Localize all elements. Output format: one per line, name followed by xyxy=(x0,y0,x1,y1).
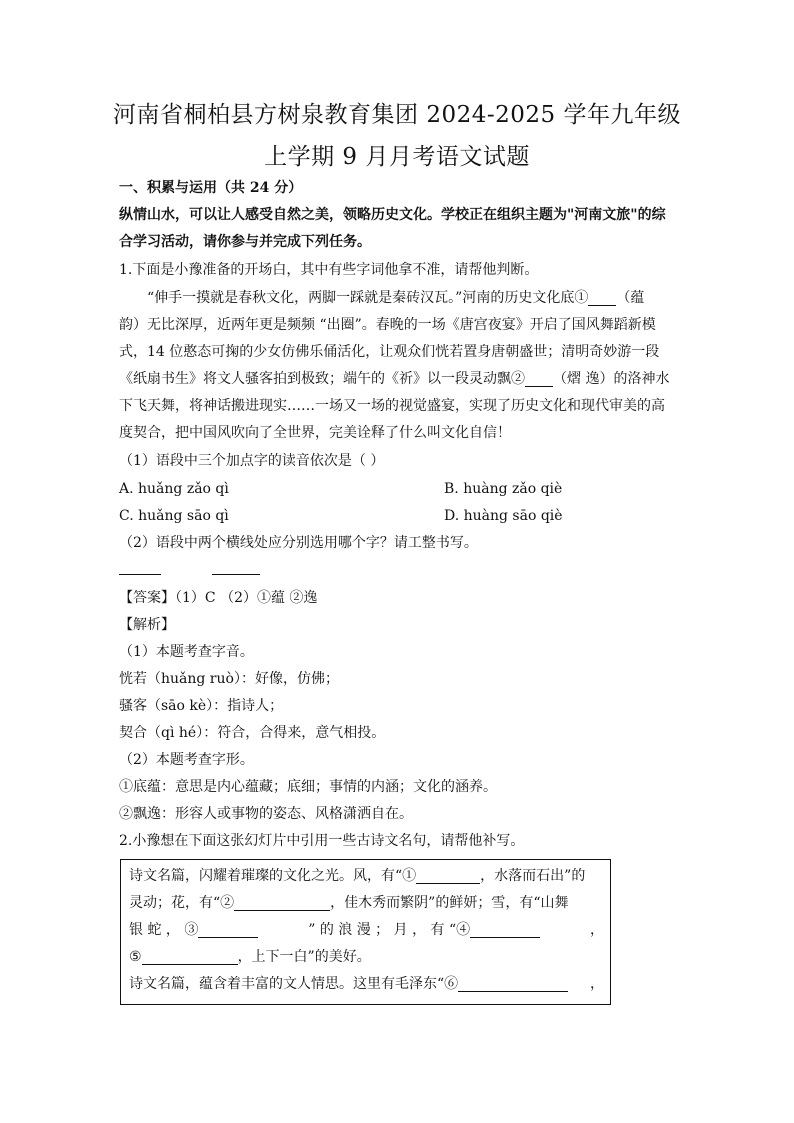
analysis-line: ②飘逸：形容人或事物的姿态、风格潇洒自在。 xyxy=(119,806,413,822)
slide-segment xyxy=(129,922,258,938)
option-c: C. huǎng sāo qì xyxy=(119,508,229,524)
slide-text: ， xyxy=(590,976,604,992)
section-heading: 一、积累与运用（共 24 分） xyxy=(119,180,303,196)
analysis-line: 骚客（sāo kè）：指诗人； xyxy=(119,698,284,714)
slide-text: ⑤ xyxy=(129,949,142,965)
slide-text: ” 的 浪 漫 ； 月 ， 有 “④ xyxy=(308,922,471,938)
option-b: B. huàng zǎo qiè xyxy=(444,481,563,497)
exam-title-line2: 上学期 9 月月考语文试题 xyxy=(264,144,530,170)
option-d: D. huàng sāo qiè xyxy=(444,508,563,524)
passage-line-4 xyxy=(119,371,679,387)
subquestion-1: （1）语段中三个加点字的读音依次是（ ） xyxy=(119,453,385,469)
analysis-line: （1）本题考查字音。 xyxy=(119,644,254,660)
slide-text: ，上下一白”的美好。 xyxy=(237,949,371,965)
slide-segment xyxy=(308,922,540,938)
exam-title-line1: 河南省桐柏县方树泉教育集团 2024-2025 学年九年级 xyxy=(113,102,681,128)
slide-text: 灵动；花，有“② xyxy=(129,895,235,911)
slide-text: 诗文名篇，闪耀着璀璨的文化之光。风，有“① xyxy=(129,868,417,884)
slide-line-2 xyxy=(129,895,604,911)
slide-text: ， xyxy=(590,922,604,938)
slide-line-5 xyxy=(129,976,604,992)
slide-text: ，佳木秀而繁阴”的鲜妍；雪，有“山舞 xyxy=(330,895,569,911)
slide-line-1 xyxy=(129,868,604,884)
analysis-line: （2）本题考查字形。 xyxy=(119,752,254,768)
analysis-label: 【解析】 xyxy=(119,617,175,633)
answer-line-1 xyxy=(119,574,161,575)
passage-text: “伸手一摸就是春秋文化，两脚一踩就是秦砖汉瓦。”河南的历史文化底① xyxy=(147,290,589,306)
slide-text: 银 蛇 ， ③ xyxy=(129,922,199,938)
blank-verse-2 xyxy=(234,896,330,911)
blank-verse-4 xyxy=(470,923,540,938)
analysis-line: 恍若（huǎng ruò）：好像，仿佛； xyxy=(119,671,339,687)
section-intro-line1: 纵情山水，可以让人感受自然之美，领略历史文化。学校正在组织主题为"河南文旅"的综 xyxy=(119,207,666,223)
option-a: A. huǎng zǎo qì xyxy=(119,481,229,497)
passage-line-6: 度契合，把中国风吹向了全世界，完美诠释了什么叫文化自信！ xyxy=(119,425,511,441)
question-2-stem: 2.小豫想在下面这张幻灯片中引用一些古诗文名句，请帮他补写。 xyxy=(119,833,525,849)
answer-line-2 xyxy=(212,574,260,575)
slide-segment xyxy=(129,976,568,992)
passage-text: 《纸扇书生》将文人骚客拍到极致；端午的《祈》以一段灵动飘② xyxy=(119,371,525,387)
passage-text: （熠 逸）的洛神水 xyxy=(553,371,670,387)
slide-line-3 xyxy=(129,922,604,938)
blank-verse-3 xyxy=(198,923,258,938)
analysis-line: 契合（qì hé）：符合，合得来，意气相投。 xyxy=(119,725,386,741)
passage-text: （蕴 xyxy=(616,290,645,306)
slide-box xyxy=(120,859,611,1005)
blank-2 xyxy=(525,372,553,387)
blank-verse-6 xyxy=(458,977,568,992)
passage-line-2: 韵）无比深厚，近两年更是频频 “出圈”。春晚的一场《唐宫夜宴》开启了国风舞蹈新模 xyxy=(119,317,656,333)
question-1-stem: 1.下面是小豫准备的开场白，其中有些字词他拿不准，请帮他判断。 xyxy=(119,262,539,278)
section-intro-line2: 合学习活动，请你参与并完成下列任务。 xyxy=(119,234,371,250)
passage-line-1 xyxy=(147,290,677,306)
slide-text: ，水落而石出”的 xyxy=(480,868,586,884)
slide-line-4 xyxy=(129,949,604,965)
slide-text: 诗文名篇，蕴含着丰富的文人情思。这里有毛泽东“⑥ xyxy=(129,976,459,992)
answer: 【答案】（1）C （2）①蕴 ②逸 xyxy=(119,590,318,606)
subquestion-2: （2）语段中两个横线处应分别选用哪个字？请工整书写。 xyxy=(119,535,478,551)
analysis-line: ①底蕴：意思是内心蕴藏；底细；事情的内涵；文化的涵养。 xyxy=(119,779,497,795)
blank-1 xyxy=(588,291,616,306)
blank-verse-1 xyxy=(416,869,480,884)
blank-verse-5 xyxy=(142,950,238,965)
passage-line-3: 式，14 位憨态可掬的少女仿佛乐俑活化，让观众们恍若置身唐朝盛世；清明奇妙游一段 xyxy=(119,344,660,360)
passage-line-5: 下飞天舞，将神话搬进现实……一场又一场的视觉盛宴，实现了历史文化和现代审美的高 xyxy=(119,398,665,414)
